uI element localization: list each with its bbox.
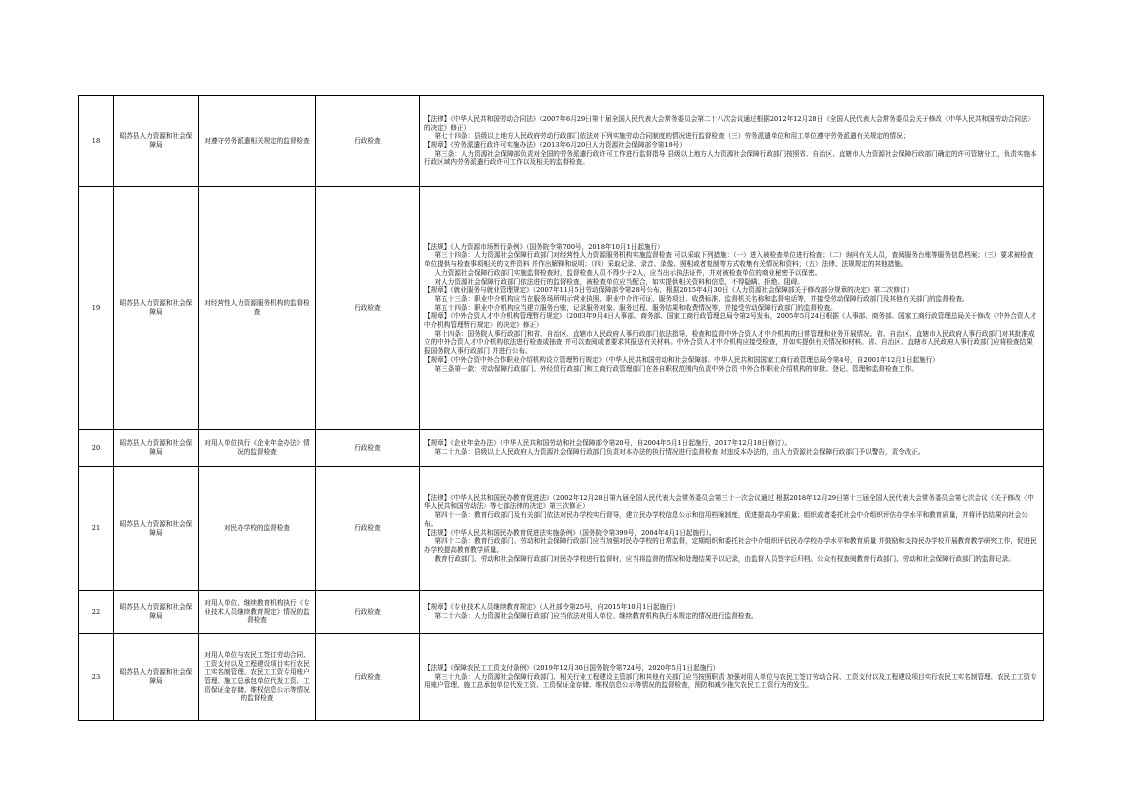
basis-paragraph: 【法规】《人力资源市场暂行条例》（国务院令第700号，2018年10月1日起施行） <box>424 242 664 251</box>
department-name: 昭苏县人力资源和社会保障局 <box>114 96 199 187</box>
basis-paragraph: 第四十二条：教育行政部门、劳动和社会保障行政部门应当加强对民办学校的日常监督，定期组织和委托社会中介组织评估民办学校办学水平和教育质量 并鼓励和支持民办学校开展教育教学研究工作，促进民办学校提高教育教学质量。 <box>424 537 1037 554</box>
department-name: 昭苏县人力资源和社会保障局 <box>114 187 199 430</box>
basis-paragraph: 第二十九条：县级以上人民政府人力资源社会保障行政部门负责对本办法的执行情况进行监督检查 对违反本办法的，由人力资源社会保障行政部门予以警告，责令改正。 <box>434 448 925 456</box>
basis-paragraph: 第七十四条：县级以上地方人民政府劳动行政部门依法对下列实施劳动合同制度的情况进行监督检查（三）劳务派遣单位和用工单位遵守劳务派遣有关规定的情况； <box>434 132 910 141</box>
legal-basis <box>420 96 1044 187</box>
basis-paragraph: 对人力资源社会保障行政部门依法进行的监督检查，被检查单位应当配合，如实提供相关资料和信息，不得隐瞒、拒绝、阻碍。 <box>434 277 804 286</box>
department-name: 昭苏县人力资源和社会保障局 <box>114 591 199 634</box>
row-number: 19 <box>79 187 114 430</box>
basis-paragraph: 教育行政部门、劳动和社会保障行政部门对民办学校进行监督时，应当将监督的情况和处理结果予以记录，由监督人员签字后归档。公众有权查阅教育行政部门、劳动和社会保障行政部门的监督记录。 <box>434 554 1015 563</box>
item-name: 对用人单位、继续教育机构执行《专业技术人员继续教育规定》情况的监督检查 <box>199 591 316 634</box>
basis-paragraph: 第三十四条：人力资源社会保障行政部门对经营性人力资源服务机构实施监督检查 可以采取下列措施：（一）进入被检查单位进行检查；（二）询问有关人员，查阅服务台账等服务信息档案；（三）要求被检查单位提供与检查事项相关的文件资料 并作出解释和说明；（四）采取记录、录音、录像、照相或者复制等方式收集有关情况和资料；（五）法律、法规规定的其他措施。 <box>424 251 1034 269</box>
item-name: 对用人单位与农民工签订劳动合同、工资支付以及工程建设项目实行农民工实名制管理、农民工工资专用账户管理、施工总承包单位代发工资、工资保证金存储、维权信息公示等情况的监督检查 <box>199 634 316 721</box>
item-type: 行政检查 <box>316 591 420 634</box>
enforcement-items-table <box>78 95 1044 721</box>
table-row <box>79 430 1044 467</box>
basis-paragraph: 第三十九条：人力资源社会保障行政部门、相关行业工程建设主管部门和其他有关部门应当按照职责 加强对用人单位与农民工签订劳动合同、工资支付以及工程建设项目实行农民工实名制管理、农民工工资专用账户管理、施工总承包单位代发工资、工资保证金存储、维权信息公示等情况的监督检查，预防和减少拖欠农民工工资行为的发生。 <box>424 672 1037 690</box>
table-row <box>79 96 1044 187</box>
basis-paragraph: 【规章】《就业服务与就业管理规定》（2007年11月5日劳动保障部令第28号公布，根据2015年4月30日《人力资源社会保障部关于修改部分规章的决定》第二次修订） <box>424 286 914 295</box>
basis-paragraph: 第三条第一款：劳动保障行政部门、外经贸行政部门和工商行政管理部门在各自职权范围内负责中外合资 中外合作职业介绍机构的审批、登记、管理和监督检查工作。 <box>434 364 918 373</box>
basis-paragraph: 第二十六条：人力资源社会保障行政部门应当依法对用人单位、继续教育机构执行本规定的情况进行监督检查。 <box>434 612 758 620</box>
basis-paragraph: 【法规】《保障农民工工资支付条例》（2019年12月30日国务院令第724号，2020年5月1日起施行） <box>424 663 720 672</box>
item-type: 行政检查 <box>316 467 420 591</box>
basis-paragraph: 第十四条：国务院人事行政部门和省、自治区、直辖市人民政府人事行政部门依法指导、检查和监督中外合资人才中介机构的日常管理和业务开展情况。省、自治区、直辖市人民政府人事行政部门对其批准成立的中外合资人才中介机构依法进行检查或抽查 并可以查阅或者要求其报送有关材料。中外合资人才中介机构应接受检查，并如实提供有关情况和材料。省、自治区、直辖市人民政府人事行政部门应将检查结果报国务院人事行政部门 并进行公布。 <box>424 329 1035 356</box>
basis-paragraph: 人力资源社会保障行政部门实施监督检查时，监督检查人员不得少于2人，应当出示执法证件，并对被检查单位的商业秘密予以保密。 <box>434 268 822 277</box>
table-row <box>79 467 1044 591</box>
table-row <box>79 187 1044 430</box>
department-name: 昭苏县人力资源和社会保障局 <box>114 634 199 721</box>
basis-paragraph: 第四十一条：教育行政部门及有关部门依法对民办学校实行督导，建立民办学校信息公示和信用档案制度，促进提高办学质量；组织或者委托社会中介组织评估办学水平和教育质量，并将评估结果向社会公布。 <box>424 511 1028 528</box>
row-number: 23 <box>79 634 114 721</box>
item-type: 行政检查 <box>316 430 420 467</box>
table-row <box>79 634 1044 721</box>
row-number: 20 <box>79 430 114 467</box>
basis-paragraph: 【规章】《中外合资中外合作职业介绍机构设立管理暂行规定》（中华人民共和国劳动和社会保障部、中华人民共和国国家工商行政管理总局令第4号，自2001年12月1日起施行） <box>424 355 939 364</box>
item-name: 对经营性人力资源服务机构的监督检查 <box>199 187 316 430</box>
basis-paragraph: 【规章】《中外合资人才中介机构管理暂行规定》（2003年9月4日人事部、商务部、国家工商行政管理总局令第2号发布，2005年5月24日根据《人事部、商务部、国家工商行政管理总局关于修改〈中外合资人才中介机构管理暂行规定〉的决定》修正） <box>424 312 1037 330</box>
legal-basis <box>420 591 1044 634</box>
basis-paragraph: 【规章】《劳务派遣行政许可实施办法》（2013年6月20日人力资源社会保障部令第19号） <box>424 141 686 149</box>
basis-paragraph: 【规章】《企业年金办法》（中华人民共和国劳动和社会保障部令第20号，自2004年5月1日起施行，2017年12月18日修订）。 <box>424 439 792 448</box>
department-name: 昭苏县人力资源和社会保障局 <box>114 430 199 467</box>
basis-paragraph: 【法律】《中华人民共和国民办教育促进法》（2002年12月28日第九届全国人民代表大会常务委员会第三十一次会议通过 根据2018年12月29日第十三届全国人民代表大会常务委员会第七次会议《关于修改〈中华人民共和国劳动法〉等七部法律的决定》第三次修正） <box>424 493 1034 511</box>
legal-basis <box>420 634 1044 721</box>
basis-paragraph: 第五十四条：职业中介机构应当建立服务台账，记录服务对象、服务过程、服务结果和收费情况等，并接受劳动保障行政部门的监督检查。 <box>434 303 837 312</box>
department-name: 昭苏县人力资源和社会保障局 <box>114 467 199 591</box>
item-type: 行政检查 <box>316 634 420 721</box>
basis-paragraph: 【法律】《中华人民共和国劳动合同法》（2007年6月29日第十届全国人民代表大会常务委员会第二十八次会议通过根据2012年12月28日《全国人民代表大会常务委员会关于修改〈中华人民共和国劳动合同法〉的决定》修正） <box>424 114 1035 132</box>
row-number: 21 <box>79 467 114 591</box>
basis-paragraph: 【法规】《中华人民共和国民办教育促进法实施条例》（国务院令第399号，2004年4月1日起施行）。 <box>424 528 716 537</box>
table-row <box>79 591 1044 634</box>
basis-paragraph: 【规章】《专业技术人员继续教育规定》（人社部令第25号，自2015年10月1日起施行） <box>424 603 680 612</box>
item-name: 对民办学校的监督检查 <box>199 467 316 591</box>
legal-basis <box>420 467 1044 591</box>
item-name: 对遵守劳务派遣相关规定的监督检查 <box>199 96 316 187</box>
row-number: 22 <box>79 591 114 634</box>
row-number: 18 <box>79 96 114 187</box>
basis-paragraph: 第五十三条：职业中介机构应当在服务场所明示营业执照、职业中介许可证、服务项目、收费标准、监督机关名称和监督电话等，并接受劳动保障行政部门及其他有关部门的监督检查。 <box>434 294 969 303</box>
item-type: 行政检查 <box>316 96 420 187</box>
legal-basis <box>420 187 1044 430</box>
item-name: 对用人单位执行《企业年金办法》情况的监督检查 <box>199 430 316 467</box>
basis-paragraph: 第三条：人力资源社会保障部负责对全国的劳务派遣行政许可工作进行监督指导 县级以上地方人力资源社会保障行政部门按照省、自治区、直辖市人力资源社会保障行政部门确定的许可管辖分工，负责实施本行政区域内劳务派遣行政许可工作以及相关的监督检查。 <box>424 149 1037 167</box>
item-type: 行政检查 <box>316 187 420 430</box>
legal-basis <box>420 430 1044 467</box>
